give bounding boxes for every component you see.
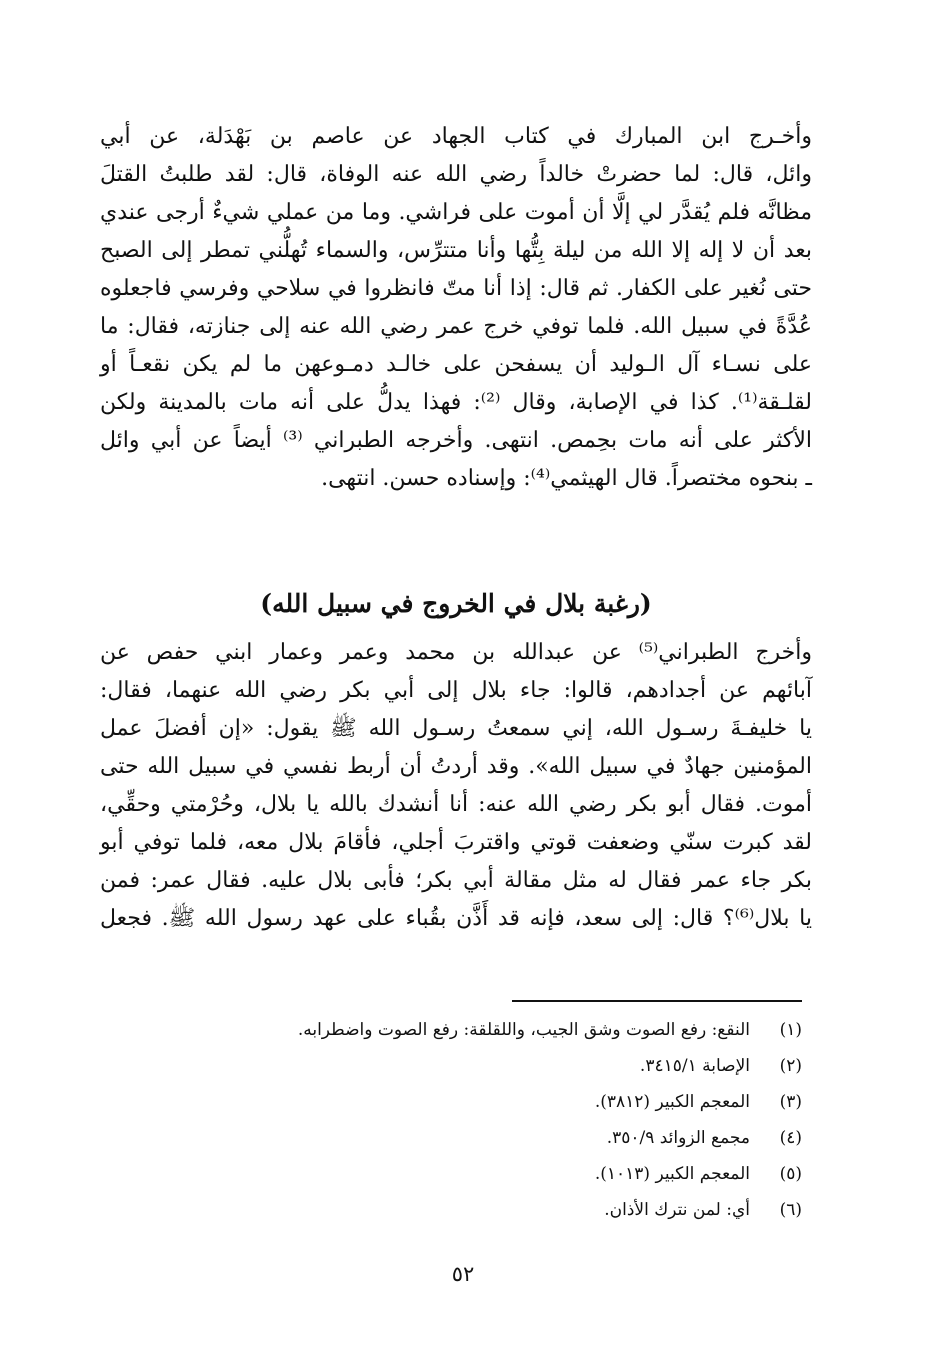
footnote-item	[202, 1048, 802, 1084]
footnote-item	[202, 1120, 802, 1156]
footnote-number: (٣)	[779, 1092, 802, 1112]
paragraph-2-line: وأخرج الطبراني⁽⁵⁾ عن عبدالله بن محمد وعمر وعمار ابني حفص عن	[100, 640, 812, 665]
paragraph-2-line: يا بلال⁽⁶⁾؟ قال: إلى سعد، فإنه قد أَذَّن بقُباء على عهد رسول الله ﷺ. فجعل	[100, 906, 812, 931]
footnote-text: النقع: رفع الصوت وشق الجيب، واللقلقة: رفع الصوت واضطرابه.	[297, 1020, 750, 1040]
footnote-number: (٢)	[779, 1056, 802, 1076]
paragraph-1-line: حتى نُغير على الكفار. ثم قال: إذا أنا متّ فانظروا في سلاحي وفرسي فاجعلوه	[100, 276, 812, 301]
paragraph-1-line: ـ بنحوه مختصراً. قال الهيثمي⁽⁴⁾: وإسناده حسن. انتهى.	[321, 466, 812, 491]
footnote-text: الإصابة ٣٤١٥/١.	[639, 1056, 750, 1076]
paragraph-1-line: مظانَّه فلم يُقدَّر لي إلَّا أن أموت على فراشي. وما من عملي شيءٌ أرجى عندي	[100, 200, 812, 225]
paragraph-1-line: لقلـقة⁽¹⁾. كذا في الإصابة، وقال ⁽²⁾: فهذا يدلُّ على أنه مات بالمدينة ولكن	[100, 390, 812, 415]
footnote-number: (١)	[779, 1020, 802, 1040]
footnote-number: (٦)	[779, 1200, 802, 1220]
paragraph-2-line: لقد كبرت سنّي وضعفت قوتي واقتربَ أجلي، فأقامَ بلال معه، فلما توفي أبو	[100, 830, 812, 855]
paragraph-1	[100, 118, 812, 498]
paragraph-1-line: وأخـرج ابن المبارك في كتاب الجهاد عن عاصم بن بَهْدَلة، عن أبي	[100, 124, 812, 149]
footnote-text: المعجم الكبير (١٠١٣).	[594, 1164, 750, 1184]
footnote-item	[202, 1084, 802, 1120]
footnote-item	[202, 1192, 802, 1228]
paragraph-2-line: بكر جاء عمر فقال له مثل مقالة أبي بكر؛ فأبى بلال عليه. فقال عمر: فمن	[100, 868, 812, 893]
footnote-text: المعجم الكبير (٣٨١٢).	[594, 1092, 750, 1112]
footnote-text: أي: لمن نترك الأذان.	[604, 1200, 750, 1220]
paragraph-1-line: الأكثر على أنه مات بحِمص. انتهى. وأخرجه الطبراني ⁽³⁾ أيضاً عن أبي وائل	[100, 428, 813, 453]
paragraph-2	[100, 634, 812, 938]
section-heading: (رغبة بلال في الخروج في سبيل الله)	[260, 589, 652, 618]
footnote-separator	[512, 1000, 802, 1002]
paragraph-1-line: عُدَّةً في سبيل الله. فلما توفي خرج عمر رضي الله عنه إلى جنازته، فقال: ما	[100, 314, 812, 339]
footnotes	[202, 1012, 802, 1228]
footnote-number: (٥)	[779, 1164, 802, 1184]
footnote-item	[202, 1156, 802, 1192]
page-number: ٥٢	[451, 1262, 475, 1286]
paragraph-2-line: يا خليفـةَ رسـول الله، إني سمعتُ رسـول الله ﷺ يقول: «إن أفضلَ عمل	[100, 716, 812, 741]
paragraph-1-line: على نسـاء آل الـوليد أن يسفحن على خالـد دمـوعهن ما لم يكن نقعـاً أو	[100, 352, 812, 377]
footnote-text: مجمع الزوائد ٣٥٠/٩.	[606, 1128, 750, 1148]
paragraph-2-line: أموت. فقال أبو بكر رضي الله عنه: أنا أنشدك بالله يا بلال، وحُرْمتي وحقِّي،	[100, 792, 813, 817]
footnote-item	[202, 1012, 802, 1048]
paragraph-1-line: وائل، قال: لما حضرتْ خالداً رضي الله عنه الوفاة، قال: لقد طلبتُ القتلَ	[100, 162, 812, 187]
footnote-number: (٤)	[779, 1128, 802, 1148]
paragraph-2-line: المؤمنين جهادٌ في سبيل الله». وقد أردتُ أن أربط نفسي في سبيل الله حتى	[100, 754, 812, 779]
paragraph-1-line: بعد أن لا إله إلا الله من ليلة بِتُّها وأنا متترِّس، والسماء تُهلُّني تمطر إلى الصبح	[100, 238, 812, 263]
paragraph-2-line: آبائهم عن أجدادهم، قالوا: جاء بلال إلى أبي بكر رضي الله عنهما، فقال:	[100, 678, 812, 703]
